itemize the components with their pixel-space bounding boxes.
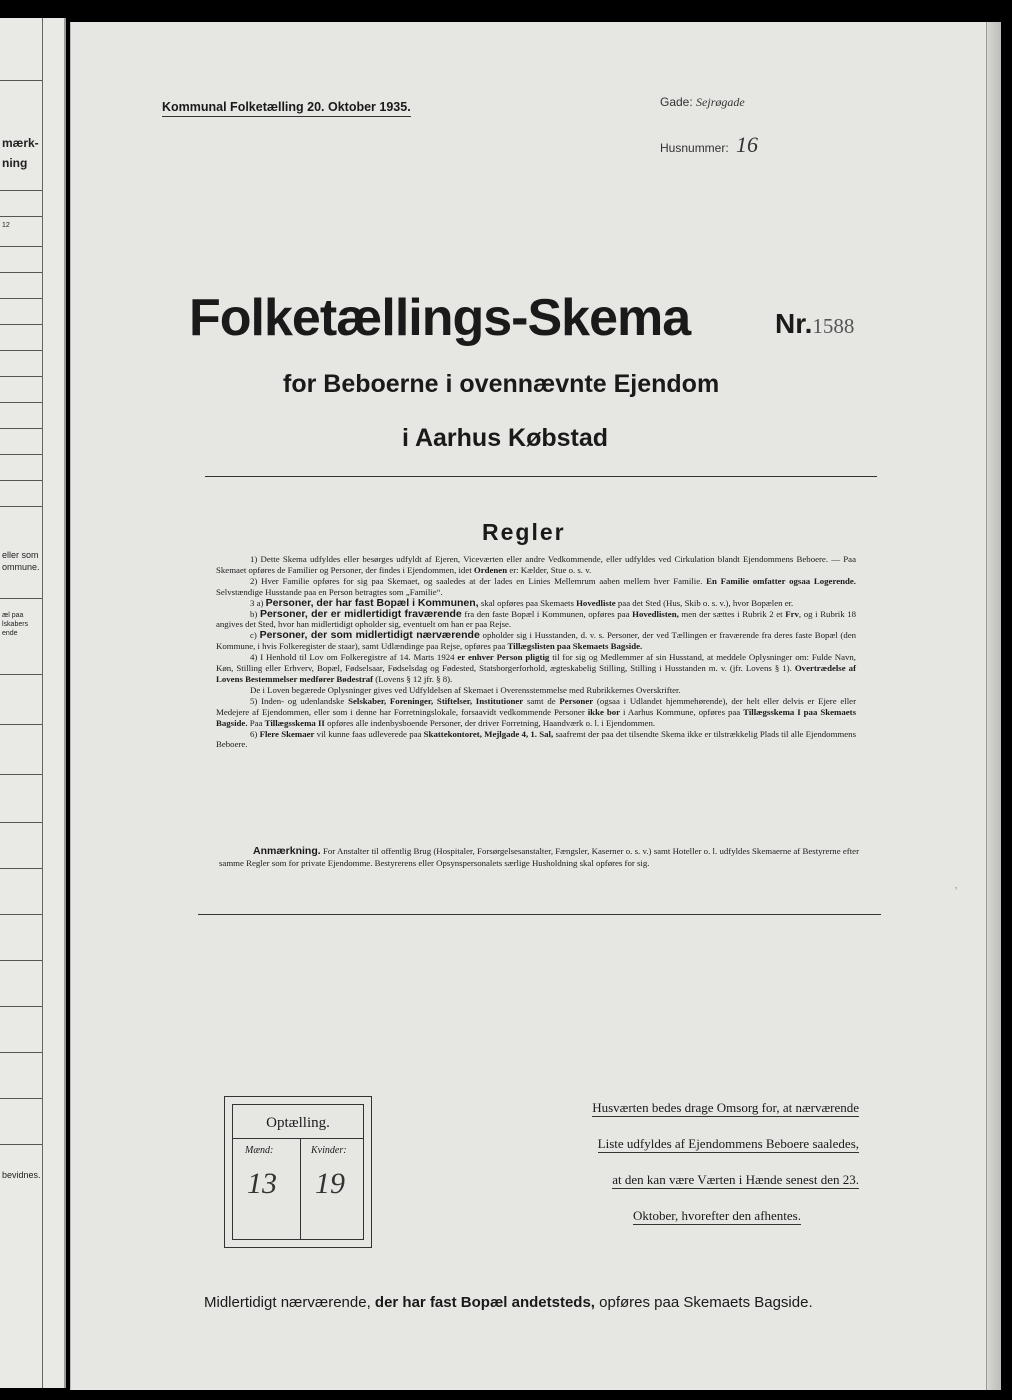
left-rule	[0, 1098, 42, 1099]
men-count: 13	[247, 1167, 277, 1200]
women-label: Kvinder:	[311, 1145, 347, 1156]
left-rule	[0, 724, 42, 725]
left-rule	[0, 506, 42, 507]
nr-label: Nr.	[775, 308, 813, 339]
rule-6: 6) Flere Skemaer vil kunne faas udleverede paa Skattekontoret, Mejlgade 4, 1. Sal, saafremt der paa det tilsendte Skema ikke er tilstrækkelig Plads til alle Ejendommens Beboere.	[216, 728, 856, 750]
left-rule	[0, 822, 42, 823]
left-rule	[0, 774, 42, 775]
count-box	[224, 1096, 372, 1248]
left-rule	[0, 598, 42, 599]
left-rule	[0, 914, 42, 915]
notice-line-3: at den kan være Værten i Hænde senest den 23.	[612, 1172, 859, 1187]
left-fragment-5: ommune.	[2, 562, 40, 572]
left-rule	[0, 298, 42, 299]
left-rule	[0, 868, 42, 869]
house-label: Husnummer:	[660, 141, 729, 155]
rule-3a: 3 a) Personer, der har fast Bopæl i Kommunen, skal opføres paa Skemaets Hovedliste paa det Sted (Hus, Skib o. s. v.), hvor Bopælen er.	[250, 596, 794, 609]
note-divider	[198, 914, 881, 915]
anmaerkning-label: Anmærkning.	[253, 845, 321, 857]
left-rule	[0, 324, 42, 325]
street-value: Sejrøgade	[696, 95, 745, 109]
left-rule	[0, 454, 42, 455]
footer-note: Midlertidigt nærværende, der har fast Bopæl andetsteds, opføres paa Skemaets Bagside.	[204, 1294, 813, 1311]
left-rule	[0, 272, 42, 273]
rules-text	[216, 554, 856, 750]
left-rule	[0, 674, 42, 675]
rule-5: 5) Inden- og udenlandske Selskaber, Foreninger, Stiftelser, Institutioner samt de Personer (ogsaa i Udlandet hjemmehørende), der helt eller delvis er Ejere eller Medejere af Ejendommen, eller som i denne har Forretningslokale, forsaavidt vedkommende Personer ikke bor i Aarhus Kommune, opføres paa Tillægsskema I paa Skemaets Bagside. Paa Tillægsskema II opføres alle indenbysboende Personer, der driver Forretning, Haandværk o. l. i Ejendommen.	[216, 695, 857, 728]
left-fragment-2: ning	[2, 156, 28, 170]
anmaerkning-text: For Anstalter til offentlig Brug (Hospitaler, Forsørgelsesanstalter, Fængsler, Kaserner o. s. v.) samt Hoteller o. l. udfyldes Skemaerne af Bestyrerne efter samme Regler som for private Ejendomme. Bestyrerens eller Opsynspersonalets særlige Husholdning skal opføres for sig.	[219, 846, 859, 868]
left-rule	[0, 80, 42, 81]
left-rule	[0, 1052, 42, 1053]
women-count: 19	[315, 1167, 345, 1200]
count-title: Optælling.	[266, 1115, 330, 1131]
left-rule	[0, 1006, 42, 1007]
count-divider	[233, 1138, 363, 1139]
form-subtitle-2: i Aarhus Købstad	[402, 424, 609, 452]
street-label: Gade:	[660, 95, 693, 109]
left-rule	[0, 190, 42, 191]
left-fragment-8: ende	[2, 630, 18, 637]
left-rule	[0, 246, 42, 247]
left-fragment-7: lskabers	[2, 621, 29, 628]
nr-value: 1588	[812, 314, 855, 338]
anmaerkning-note	[219, 846, 859, 869]
house-value: 16	[736, 132, 759, 157]
street-field	[660, 95, 745, 110]
left-rule	[0, 216, 42, 217]
rule-4b: De i Loven begærede Oplysninger gives ved Udfyldelsen af Skemaet i Overensstemmelse med Rubrikkernes Overskrifter.	[250, 684, 681, 695]
notice-line-2: Liste udfyldes af Ejendommens Beboere saaledes,	[597, 1136, 859, 1151]
count-column-divider	[300, 1138, 301, 1239]
form-title: Folketællings-Skema	[189, 289, 691, 347]
rule-4: 4) I Henhold til Lov om Folkeregistre af 14. Marts 1924 er enhver Person pligtig til for sig og Medlemmer af sin Husstand, at meddele Oplysninger om: Fulde Navn, Køn, Stilling eller Erhverv, Bopæl, Fødselsaar, Fødselsdag og Fødested, Statsborgerforhold, ægteskabelig Stilling, Stilling i Husstanden m. v. (jfr. Lovens § 1). Overtrædelse af Lovens Bestemmelser medfører Bødestraf (Lovens § 12 jfr. § 8).	[216, 652, 856, 684]
rule-3b: b) Personer, der er midlertidigt fraværende fra den faste Bopæl i Kommunen, opføres paa Hovedlisten, men der sættes i Rubrik 2 et Frv, og i Rubrik 18 angives det Sted, hvor han midlertidigt opholder sig, eventuelt om han er paa Rejse.	[216, 607, 857, 630]
title-divider	[205, 476, 877, 477]
left-rule	[0, 1144, 42, 1145]
form-number	[775, 308, 854, 340]
notice-line-4: Oktober, hvorefter den afhentes.	[632, 1208, 801, 1223]
notice-line-1: Husværten bedes drage Omsorg for, at nærværende	[592, 1100, 859, 1115]
left-rule	[0, 350, 42, 351]
census-header: Kommunal Folketælling 20. Oktober 1935.	[162, 100, 411, 114]
left-rule	[0, 402, 42, 403]
column-divider	[42, 18, 43, 1388]
left-fragment-6: æl paa	[2, 612, 24, 619]
house-number-field	[660, 132, 758, 158]
rule-3c: c) Personer, der som midlertidigt nærværende opholder sig i Husstanden, d. v. s. Personer, der ved Tællingen er fraværende fra deres faste Bopæl (den Kommune, i hvis Folkeregister de staar), samt Udlændinge paa Rejse, opføres paa Tillægslisten paa Skemaets Bagside.	[216, 629, 857, 652]
left-facing-page	[0, 18, 66, 1388]
count-box-inner	[232, 1104, 364, 1240]
left-rule	[0, 960, 42, 961]
page-edge	[986, 22, 1001, 1390]
census-form-page	[70, 22, 1001, 1390]
left-rule	[0, 376, 42, 377]
rule-2: 2) Hver Familie opføres for sig paa Skemaet, og saaledes at der lades en Linies Mellemrum aaben mellem hver Familie. En Familie omfatter ogsaa Logerende. Selvstændige Husstande paa en Person betragtes som „Familie“.	[216, 575, 856, 597]
men-label: Mænd:	[245, 1145, 274, 1156]
left-rule	[0, 428, 42, 429]
left-fragment-9: bevidnes.	[2, 1170, 41, 1180]
left-fragment-4: eller som	[2, 550, 39, 560]
left-fragment-1: mærk-	[2, 136, 39, 150]
margin-mark: ,	[955, 880, 958, 891]
rules-heading: Regler	[482, 519, 566, 545]
rule-1: 1) Dette Skema udfyldes eller besørges udfyldt af Ejeren, Viceværten eller andre Vedkommende, eller udfyldes ved Cirkulation blandt Ejendommens Beboere. — Paa Skemaet opføres de Familier og Personer, der findes i Ejendommen, idet Ordenen er: Kælder, Stue o. s. v.	[216, 554, 856, 575]
left-rule	[0, 480, 42, 481]
form-subtitle-1: for Beboerne i ovennævnte Ejendom	[283, 370, 720, 398]
left-fragment-3: 12	[2, 222, 10, 229]
